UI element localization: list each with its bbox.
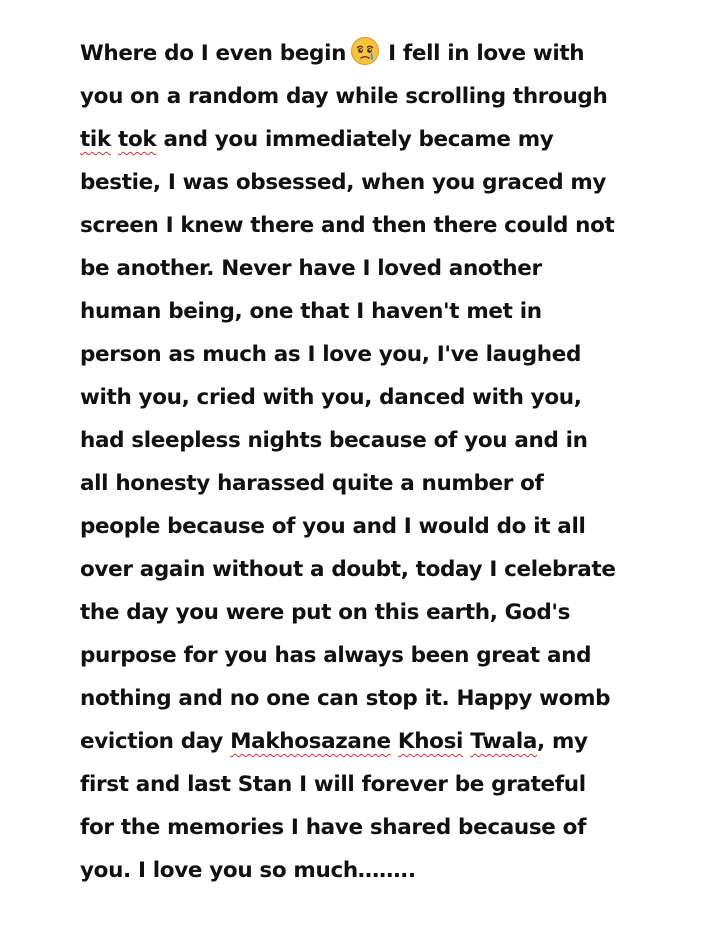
text-line-17 (80, 720, 680, 763)
misspelled-word[interactable]: Twala (470, 729, 538, 754)
text-line-4: bestie, I was obsessed, when you graced my (80, 170, 607, 195)
misspelled-word[interactable]: Khosi (397, 729, 464, 754)
text-line-2: you on a random day while scrolling through (80, 84, 608, 109)
misspelled-word[interactable]: tik (80, 127, 111, 152)
text-line-7: human being, one that I haven't met in (80, 299, 542, 324)
text-segment: I fell in love with (388, 41, 585, 66)
document-body[interactable] (80, 32, 680, 892)
text-segment: Where do I even begin (80, 41, 347, 66)
text-segment: , my (537, 729, 588, 754)
text-line-1 (80, 32, 680, 75)
text-segment: eviction day (80, 729, 231, 754)
misspelled-word[interactable]: tok (118, 127, 157, 152)
crying-face-emoji-icon (350, 36, 380, 66)
text-line-13: over again without a doubt, today I celebrate (80, 557, 616, 582)
text-line-11: all honesty harassed quite a number of (80, 471, 544, 496)
text-line-20: you. I love you so much…….. (80, 858, 416, 883)
text-line-10: had sleepless nights because of you and in (80, 428, 588, 453)
text-line-19: for the memories I have shared because of (80, 815, 587, 840)
text-line-3 (80, 118, 680, 161)
text-line-9: with you, cried with you, danced with you, (80, 385, 582, 410)
text-line-18: first and last Stan I will forever be grateful (80, 772, 586, 797)
text-line-8: person as much as I love you, I've laughed (80, 342, 582, 367)
misspelled-word[interactable]: Makhosazane (230, 729, 391, 754)
text-line-15: purpose for you has always been great and (80, 643, 592, 668)
text-line-14: the day you were put on this earth, God's (80, 600, 571, 625)
text-line-6: be another. Never have I loved another (80, 256, 542, 281)
text-line-16: nothing and no one can stop it. Happy womb (80, 686, 611, 711)
text-line-12: people because of you and I would do it all (80, 514, 586, 539)
text-line-5: screen I knew there and then there could not (80, 213, 615, 238)
text-segment: and you immediately became my (156, 127, 554, 152)
